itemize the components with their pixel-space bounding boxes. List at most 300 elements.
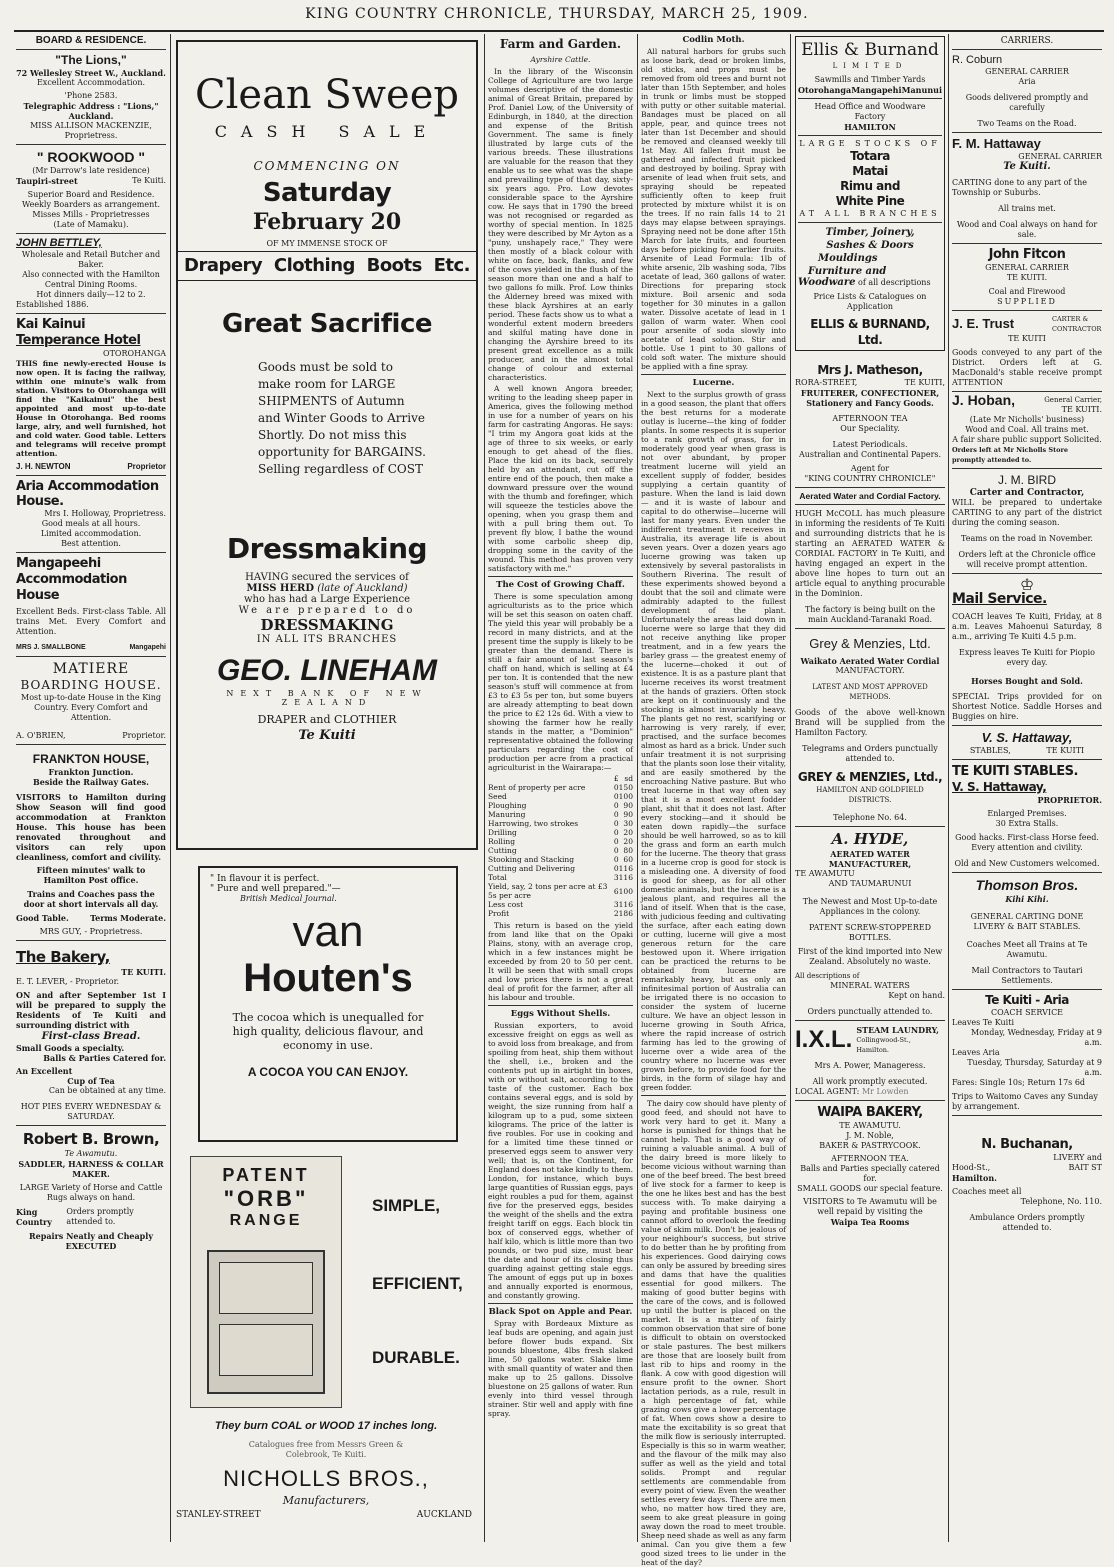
hoban-header bbox=[952, 392, 1102, 408]
cost-value: 2 bbox=[623, 837, 629, 846]
bakery-town: TE KUITI. bbox=[121, 967, 166, 977]
hyde-name: A. HYDE, bbox=[831, 830, 909, 848]
vs-line: PROPRIETOR. bbox=[1037, 795, 1102, 805]
eggs-text: Russian exporters, to avoid excessive freight on eggs as well as to avoid loss from breakage, and from spoiling from heat, ship them without the shell, i.e., broken and the contents put up in airtight tin boxes, with or without salt, according to the taste of the customer. Each box contains several eggs, and is sold by weight, the size running from half a kilogram up to a pud, some sixteen kilograms. The price of the latter is five roubles. For use in cooking and for a limited time these tinned or preserved eggs seem to answer very well; that is, on the Continent, for England does not take kindly to them. London, for instance, which buys large quantities of Russian eggs, pays eight roubles a pud for them, against five for the preserved eggs, besides the weight of the shells and the extra freight tariff on eggs. Each block tin box of conserved eggs, whether of half kilo, which is little more than two pounds, or two pud size, must bear the date and hour of its closing thus guarding against getting stale eggs. The amount of eggs put up in boxes and annually exported is enormous, and constantly growing. bbox=[488, 1021, 633, 1300]
ellis-trade: Timber, Joinery, bbox=[825, 227, 915, 238]
dress-herd-late: (late of Auckland) bbox=[317, 583, 408, 594]
sale-date: February 20 bbox=[252, 209, 402, 235]
stock-items bbox=[178, 251, 476, 281]
nicholls-street: STANLEY-STREET bbox=[176, 1510, 261, 1520]
bettley-line: Also connected with the Hamilton Central Dining Rooms. bbox=[22, 270, 160, 289]
grey-mfg: MANUFACTORY. bbox=[835, 666, 905, 675]
matheson-town: TE KUITI, bbox=[904, 378, 945, 387]
cost-label: Profit bbox=[488, 909, 510, 918]
ayrshire-text: In the library of the Wisconsin College of Agriculture are two large volumes descriptive of the domestic animal of Great Britain, prepared by Prof. Daniel Low, of the University of Edinburgh, in 1840, at the direction and expense of the British Government. The same is finely illustrated by large cuts of the various breeds. These illustrations are valuable for the reason that they enable us to see what was the shape and prevailing type of that day, sixty-six years ago. Pro. Low devotes considerable space to the Ayrshire cow. He says that in 1790 the breed was not recognised or regarded as worthy of special mention. In 1825 they were described by Mr Ayton as a "puny, unshapely race," They were then mostly of a black colour with white on face, back, flanks, and few of the cows yielded in the flush of the season more than one and a half to two gallons fo milk. Prof. Low thinks the Alderney breed was mixed with these black Ayrshires at an early period. These facts show us to what a wonderful extent modern breeders and skilful mating have done in changing the Ayrshire breed to its present great excellence as a milk producer, and in the almost total change of colour and external characteristics. bbox=[488, 67, 633, 382]
column-divider bbox=[790, 34, 791, 1542]
bakery-name: The Bakery, bbox=[16, 948, 110, 966]
bakery-prop: E. T. LEVER, - Proprietor. bbox=[16, 977, 120, 986]
matiere-proprietor bbox=[16, 731, 166, 741]
matiere-prop-name: A. O'BRIEN, bbox=[16, 731, 66, 740]
aria-coach-line: Leaves Aria bbox=[952, 1048, 1000, 1057]
chaff-heading: The Cost of Growing Chaff. bbox=[496, 580, 625, 590]
lucerne-text: Next to the surplus growth of grass in a good season, the plant that offers the best returns for a moderate outlay is lucerne—the king of fodder plants. In some respects it is superior to a rank growth of grass, for in moderately good year when grass is not over abundant, by proper treatment lucerne will yield an excellent supply of fodder, besides supplying a certain quantity of pasture. When the land is laid down — and it is waste of labour and capital to do otherwise—lucerne will last for many years. Even under the indifferent treatment it receives in Australia, its average life is about seven years. Over a dozen years ago lucerne growing was taken up extensively by several pastoralists in Southern Riverina. The result of these experiments showed beyond a doubt that the soil and climate were admirably adapted to the fullest development of the plant. Unfortunately the areas laid down in lucerne were so large that they did not receive anything like proper treatment, and in a few years the barley grass — the greatest enemy of the lucerne—choked it out of existence. It is as a pasture plant that lucerne receives its worst treatment at the hands of graziers. Often stock are kept on it continuously and the stocking is almost invariably heavy. The plants get no rest, scarifying or harrowing is very rarely, if ever, practised, and the surface becomes almost as hard as a brick. Under such unfair treatment it is not surprising that the plants soon lose their vitality, and are easily smothered by the encroaching Native pasture. But who treat lucerne in that way often say that it is a most excellent fodder plant, shit that it does not last. After every stocking—and it should be eaten down rapidly—the surface should be well harrowed, so as to kill the grass and form an earth mulch for the lucerne. The theory that grass in a lucerne crop is good for stock is a misleading one. A diversity of food is good for sheep, as for all other domestic animals, but the lucerne is a jealous plant, and requires all the land of itself. When that is the case, with judicious feeding and cultivating the surface, after each eating down or cutting, lucerne will give a most generous return for the care bestowed upon it. Where irrigation can be practiced the returns to be obtained from lucerne are remarkably heavy, but as only an infinitesimal portion of Australia can be irrigated there is no occasion to consider the system of lucerne culture. We have an object lesson in lucerne growing in South Africa, where the rapid increase of ostrich farming has led to the growing of lucerne over a wide area of the country where no lucerne was ever grown before, to provide food for the birds, in the form of silage hay and green fodder. bbox=[641, 390, 786, 1092]
cost-label: Rolling bbox=[488, 837, 515, 846]
cost-label: Yield, say, 2 tons per acre at £3 5s per acre bbox=[488, 882, 608, 900]
brown-town: Te Awamutu. bbox=[64, 1149, 118, 1158]
cash-sale: CASH SALE bbox=[214, 122, 440, 141]
bird-name: J. M. BIRD bbox=[997, 473, 1056, 487]
column-board-residence bbox=[16, 36, 166, 1542]
lions-phone: 'Phone 2583. bbox=[64, 91, 118, 100]
eggs-heading: Eggs Without Shells. bbox=[510, 1009, 611, 1019]
coburn-line: Aria bbox=[1018, 77, 1036, 86]
chaff-text: There is some speculation among agriculturists as to the price which will be set this season on oaten chaff. The yield this year will probably be a record in many districts, and at the present time the supply is likely to be greater than the demand. There is still a fair amount of last season's chaff on hand, which is selling at £4 per ton. It is contended that the new season's stuff will commence at from £3 to £3 5s per ton, but some buyers are already attempting to beat down the price to £2 12s 6d. With a view to showing the farmer how he really stands in the matter, a "Dominion" representative obtained the following particulars regarding the cost of production per acre from a practical agriculturist in the Wairarapa:— bbox=[488, 592, 633, 772]
great-sacrifice: Great Sacrifice bbox=[221, 309, 432, 339]
fitcon-line: TE KUITI. bbox=[1006, 273, 1048, 282]
cost-row bbox=[488, 900, 633, 909]
vs-line: 30 Extra Stalls. bbox=[995, 819, 1059, 828]
manga-text: Excellent Beds. First-class Table. All trains Met. Every Comfort and Attention. bbox=[16, 607, 166, 636]
hyde-orders: Orders punctually attended to. bbox=[807, 1007, 933, 1016]
cost-value: 0 bbox=[613, 810, 619, 819]
manga-sub: Accommodation House bbox=[16, 572, 127, 603]
column-farm-garden bbox=[488, 36, 633, 1542]
ellis-stocks: LARGE STOCKS OF bbox=[799, 139, 941, 148]
dairy-text: The dairy cow should have plenty of good feed, and should not have to work very hard to get it. Many a horse is punished for things that he cannot help. That is a good way of ruining a valuable animal. A bull of the dairy breed is more likely to become vicious without warning than one of the beef breed. The best breed of live stock for a farmer to keep is the one he likes best and has the best success with. To make dairying a paying and profitable business one cannot afford to overlook the feeding value of skim milk. Don't be jealous of your neighbour's success, but strive to do better than he by profiting from his experiences. Good dairying cows can only be assured by breeding sires and dams that have the qualities essential for good milkers. The making of good butter begins with the care of the cows, and is followed up until the butter is placed on the market. It is a matter of fairly common observation that sire of bone is difficult to obtain on overstocked or stale pastures. The best milkers are those that are loosely built from last rib to hips and roomy in the flank. A cow with good digestion will ensure profit to the owner. Short lactation periods, as a rule, result in a high percentage of fat, while grazing cows give a lower percentage of fat. When cows show a desire to mate the excitability is so great that the milk flow is seriously interrupted. Especially is this so in warm weather, and the flavour of the milk may also suffer as well as the yield and total solids. Prompt and regular settlements are commendable from every point of view. Even the weather settles every few days. There are men who, no matter how tired they are, seem to ake great pleasure in going away down the road to meet trouble. Sheep need shade as well as any farm animal. Can you give them a few good sized trees to lie under in the heat of the day? bbox=[641, 1099, 787, 1567]
cost-value: 0 bbox=[628, 783, 633, 792]
lions-name: "The Lions," bbox=[55, 53, 127, 67]
waipa-town: TE AWAMUTU. bbox=[839, 1121, 901, 1130]
thomson-line: Coaches Meet all Trains at Te Awamutu. bbox=[966, 940, 1088, 959]
dress-town: Te Kuiti bbox=[298, 728, 356, 743]
trust-header bbox=[952, 314, 1102, 334]
cost-value: 6 bbox=[628, 900, 633, 909]
vs-stables: TE KUITI STABLES. bbox=[952, 764, 1078, 779]
lions-address: 72 Wellesley Street W., Auckland. bbox=[16, 68, 166, 78]
cost-row bbox=[488, 783, 633, 792]
hyde-all: All descriptions of bbox=[795, 972, 860, 980]
ellis-wood: Rimu and bbox=[840, 179, 900, 193]
hyde-first: First of the kind imported into New Zealand. Absolutely no waste. bbox=[797, 947, 943, 966]
dress-line: HAVING secured the services of bbox=[245, 572, 409, 583]
cost-head: s bbox=[624, 774, 629, 783]
cost-value: 0 bbox=[628, 819, 633, 828]
vs-line: STABLES, bbox=[969, 746, 1011, 755]
van-text: The cocoa which is unequalled for high quality, delicious flavour, and economy in use. bbox=[232, 1011, 424, 1052]
masthead: KING COUNTRY CHRONICLE, THURSDAY, MARCH 25, 1909. bbox=[305, 6, 809, 22]
nicholls-mfg: Manufacturers, bbox=[282, 1494, 370, 1507]
frankton-prop: MRS GUY, - Proprietress. bbox=[39, 927, 143, 936]
ayrshire-heading: Ayrshire Cattle. bbox=[530, 55, 591, 64]
vs-name2: V. S. Hattaway, bbox=[952, 780, 1047, 794]
hyde-patent: PATENT SCREW-STOPPERED BOTTLES. bbox=[808, 923, 932, 942]
dress-line: DRESSMAKING bbox=[260, 616, 394, 634]
cost-label: Stooking and Stacking bbox=[488, 855, 575, 864]
aria-coach-line: COACH SERVICE bbox=[990, 1008, 1064, 1017]
cost-row bbox=[488, 819, 633, 828]
cost-value: 9 bbox=[623, 810, 629, 819]
waipa-small: SMALL GOODS our special feature. bbox=[797, 1184, 943, 1193]
grey-dist: HAMILTON AND GOLDFIELD DISTRICTS. bbox=[816, 786, 924, 804]
manga-proprietor bbox=[16, 643, 166, 653]
rookwood-line: Weekly Boarders as arrangement. bbox=[22, 200, 160, 209]
nicholls-bros: NICHOLLS BROS., bbox=[223, 1466, 429, 1491]
matheson-street: RORA-STREET, bbox=[795, 378, 858, 387]
cost-value: 0 bbox=[613, 846, 619, 855]
brown-text: LARGE Variety of Horse and Cattle Rugs always on hand. bbox=[19, 1183, 163, 1202]
frankton-text: VISITORS to Hamilton during Show Season will find good accommodation at Frankton House. This house has been renovated throughout and visitors can rely upon cleanliness, comfort and civility. bbox=[16, 792, 166, 862]
grey-tel: Telegrams and Orders punctually attended to. bbox=[802, 744, 938, 763]
waipa-tea: AFTERNOON TEA. bbox=[831, 1154, 909, 1163]
section-heading: BOARD & RESIDENCE. bbox=[35, 35, 147, 46]
ellis-trade: Mouldings bbox=[818, 253, 878, 264]
cost-label: Total bbox=[488, 873, 507, 882]
cost-row bbox=[488, 810, 633, 819]
aria-prop: Mrs I. Holloway, Proprietress. bbox=[44, 509, 166, 518]
frankton-walk: Fifteen minutes' walk to Hamilton Post office. bbox=[36, 865, 146, 885]
cost-label: Manuring bbox=[488, 810, 526, 819]
ellis-branches: AT ALL BRANCHES bbox=[799, 209, 941, 218]
aria-coach-line: Trips to Waitomo Caves any Sunday by arrangement. bbox=[952, 1092, 1098, 1111]
hyde-town: AND TAUMARUNUI bbox=[828, 879, 912, 888]
ixl-name: I.X.L. bbox=[795, 1026, 853, 1053]
cost-value: 15 bbox=[618, 783, 629, 792]
cost-value: 2 bbox=[613, 909, 619, 918]
cost-row bbox=[488, 909, 633, 918]
cost-value: 0 bbox=[613, 828, 619, 837]
fitcon-line: SUPPLIED bbox=[997, 297, 1057, 306]
kai-text: THIS fine newly-erected House is now open. It is facing the railway, within one minute's walk from station. Visitors to Otorohanga will find the "Kaikainui" the best appointed and most up-to-date House in Otorohanga. Bed rooms large, airy, and well furnished, hot and cold water. Good table. Letters and telegrams will receive prompt attention. bbox=[16, 359, 166, 458]
aria-line: Limited accommodation. bbox=[40, 529, 142, 538]
thomson-line: Mail Contractors to Tautari Settlements. bbox=[971, 966, 1083, 985]
van-quote: " Pure and well prepared."— bbox=[210, 884, 341, 894]
cost-value: 0 bbox=[613, 864, 619, 873]
manga-prop-place: Mangapehi bbox=[129, 644, 166, 651]
fitcon-line: GENERAL CARRIER bbox=[985, 263, 1069, 272]
aria-coach-line: Leaves Te Kuiti bbox=[952, 1018, 1014, 1027]
codlin-text: All natural harbors for grubs such as loose bark, dead or broken limbs, old sticks, and props must be removed from old trees and burnt not later than 15th September, and holes in trunk or limbs must be stopped with putty or other suitable material. Bandages must be placed on all apple, pear, and quince trees not later than 1st December and should be removed and cleansed weekly till 1st May. All fallen fruit must be gathered and infected fruit picked and destroyed by boiling. Spray with arsenite of lead when fruit sets, and spraying should be repeated sufficiently often to keep fruit protected by mixture whilst it is on the trees. If no rain falls 14 to 21 days may elapse between sprayings. Spraying need not be done after 15th March for late fruits, and fourteen days before picking for earlier fruits. Arsenite of Lead Formula: 1lb of white arsenic, 2lb washing soda, 7lbs acetate of lead, 360 gallons of water. Directions for preparing stock mixture. Boil arsenic and soda together for 30 minutes in a gallon water. Dissolve acetate of lead in 1 gallon of warm water. When cool pour arsenite of soda slowly into acetate of lead solution. Stir and bottle. Use 1 pint to 30 gallons of cold soft water. The mixture should be applied with a fine spray. bbox=[641, 47, 786, 371]
vs-line: Enlarged Premises. bbox=[987, 809, 1067, 818]
hoban-line: A fair share public support Solicited. bbox=[952, 435, 1102, 444]
brown-orders-text: Orders promptly attended to. bbox=[66, 1207, 134, 1226]
kai-town: OTOROHANGA bbox=[103, 349, 166, 358]
cost-header bbox=[488, 774, 633, 783]
cost-row bbox=[488, 882, 633, 900]
cost-value: 11 bbox=[618, 900, 629, 909]
matheson-spec: Our Speciality. bbox=[840, 424, 900, 433]
rookwood-town: Te Kuiti. bbox=[132, 176, 166, 185]
ixl-agent-line bbox=[795, 1087, 945, 1097]
kai-prop-label: Proprietor bbox=[127, 462, 166, 471]
bird-line: Teams on the road in November. bbox=[961, 534, 1093, 543]
matiere-name: MATIERE bbox=[52, 661, 130, 677]
frankton-table: Good Table. bbox=[16, 913, 69, 923]
hoban-line: (Late Mr Nicholls' business) bbox=[969, 415, 1085, 424]
orb-patent: PATENT bbox=[222, 1165, 310, 1185]
stove-illustration bbox=[190, 1156, 342, 1408]
ellis-wood: Matai bbox=[852, 164, 888, 178]
cost-value: 0 bbox=[613, 855, 619, 864]
brown-orders bbox=[16, 1207, 166, 1227]
clean-sweep-title: Clean Sweep bbox=[195, 72, 459, 118]
cost-value: 0 bbox=[613, 792, 619, 801]
trust-name: J. E. Trust bbox=[952, 316, 1015, 331]
van-houten-ad bbox=[198, 866, 458, 1142]
mail-line: Express leaves Te Kuiti for Piopio every day. bbox=[959, 648, 1095, 667]
manga-name: Mangapeehi bbox=[16, 556, 101, 571]
kai-name: Kai Kainui bbox=[16, 317, 86, 332]
waipa-rooms: Waipa Tea Rooms bbox=[830, 1217, 910, 1227]
coburn-line: GENERAL CARRIER bbox=[985, 67, 1069, 76]
hattaway-line: CARTING done to any part of the Township or Suburbs. bbox=[952, 178, 1088, 197]
ixl-work: All work promptly executed. bbox=[812, 1077, 928, 1086]
dressmaking-title: Dressmaking bbox=[226, 532, 428, 565]
grey-phone: Telephone No. 64. bbox=[833, 813, 907, 822]
cost-row bbox=[488, 837, 633, 846]
waipa-balls: Balls and Parties specially catered for. bbox=[800, 1164, 940, 1183]
buchanan-line: Hamilton. bbox=[952, 1173, 997, 1183]
cost-label: Less cost bbox=[488, 900, 524, 909]
kai-prop-name: J. H. NEWTON bbox=[16, 462, 71, 471]
ixl-agent: LOCAL AGENT: bbox=[795, 1087, 860, 1096]
cost-row bbox=[488, 828, 633, 837]
matheson-name: Mrs J. Matheson, bbox=[817, 363, 923, 377]
aria-coach-line: Fares: Single 10s; Return 17s 6d bbox=[952, 1078, 1086, 1087]
matheson-papers: Australian and Continental Papers. bbox=[798, 450, 942, 459]
cost-value: 6 bbox=[613, 886, 619, 896]
brown-executed: EXECUTED bbox=[65, 1241, 117, 1251]
ellis-place: Mangapehi bbox=[851, 85, 902, 95]
van-quote-source: British Medical Journal. bbox=[240, 894, 337, 903]
stock-item: Drapery bbox=[184, 255, 263, 276]
buchanan-street bbox=[952, 1163, 1102, 1173]
hattaway-line: All trains met. bbox=[998, 204, 1056, 213]
cost-label: Drilling bbox=[488, 828, 517, 837]
hyde-text: The Newest and Most Up-to-date Appliances in the colony. bbox=[802, 897, 938, 916]
ellis-trade: Furniture and bbox=[808, 266, 887, 277]
buchanan-line: LIVERY and bbox=[1053, 1153, 1102, 1162]
aria-line: Good meals at all hours. bbox=[41, 519, 141, 528]
stock-item: Etc. bbox=[433, 255, 470, 276]
waipa-trade: BAKER & PASTRYCOOK. bbox=[819, 1141, 921, 1150]
matiere-sub: BOARDING HOUSE. bbox=[20, 678, 162, 692]
ellis-ltd: LIMITED bbox=[832, 62, 908, 70]
cost-value: 3 bbox=[613, 900, 619, 909]
geo-lineham: GEO. LINEHAM bbox=[216, 654, 437, 687]
vs-name: V. S. Hattaway, bbox=[981, 730, 1073, 745]
lucerne-heading: Lucerne. bbox=[692, 378, 735, 388]
houten-word: Houten's bbox=[243, 956, 413, 1000]
coburn-name: R. Coburn bbox=[952, 54, 1003, 66]
cost-value: 6 bbox=[628, 873, 633, 882]
rookwood-line: Misses Mills - Proprietresses bbox=[32, 210, 150, 219]
angora-text: A well known Angora breeder, writing to the leading sheep paper in America, gives the following method in use for a number of years on his farm for castrating Angoras. He says: "I trim my Angora goat kids at the age of three to six weeks, or early enough to get ahead of the flies. Place the kid on its back, securely held by an attendant, cut off the entire end of the pouch, then make a downward pressure over the wound with the thumb and forefinger, which will squeeze the testicles above the opening, when you grasp them and with a pull bring them out. To prevent fly blow, I bathe the wound with some carbolic sheep dip, dropping some in the cavity of the wound. This method has proven very satisfactory with me." bbox=[488, 384, 633, 573]
ixl-mgr: Mrs A. Power, Manageress. bbox=[814, 1061, 926, 1070]
blackspot-heading: Black Spot on Apple and Pear. bbox=[488, 1307, 633, 1317]
aerated-build: The factory is being built on the main Auckland-Taranaki Road. bbox=[804, 605, 936, 624]
lions-line: Excellent Accommodation. bbox=[36, 78, 146, 87]
orb-range: RANGE bbox=[229, 1212, 303, 1229]
bird-line: Carter and Contractor, bbox=[969, 488, 1085, 498]
ellis-place: Otorohanga bbox=[798, 85, 852, 95]
brown-trade: SADDLER, HARNESS & COLLAR MAKER. bbox=[18, 1159, 164, 1179]
matheson-tea: AFTERNOON TEA bbox=[832, 414, 908, 423]
column-ellis-burnand bbox=[795, 36, 945, 1542]
rookwood-street: Taupiri-street bbox=[16, 176, 78, 186]
vs-line: Old and New Customers welcomed. bbox=[954, 859, 1100, 868]
cost-label: Ploughing bbox=[488, 801, 527, 810]
frankton-trains: Trains and Coaches pass the door at short intervals all day. bbox=[23, 889, 159, 909]
rookwood-name: " ROOKWOOD " bbox=[36, 149, 146, 165]
hyde-mineral: MINERAL WATERS bbox=[830, 981, 910, 990]
ellis-wood: White Pine bbox=[835, 194, 905, 208]
ellis-woodware bbox=[798, 278, 942, 288]
cost-value: 0 bbox=[613, 837, 619, 846]
grey-name2: GREY & MENZIES, Ltd., bbox=[797, 770, 943, 784]
cost-row bbox=[488, 855, 633, 864]
bettley-name: JOHN BETTLEY, bbox=[16, 237, 102, 249]
cost-value: 11 bbox=[618, 873, 629, 882]
cost-value: 6 bbox=[628, 864, 633, 873]
trust-line: TE KUITI bbox=[1008, 334, 1046, 343]
trust-line: CARTER & CONTRACTOR bbox=[1052, 315, 1102, 333]
cost-label: Cutting bbox=[488, 846, 517, 855]
rookwood-sub: (Mr Darrow's late residence) bbox=[32, 166, 150, 175]
lions-proprietor: MISS ALLISON MACKENZIE, Proprietress. bbox=[30, 121, 152, 140]
cost-value: 0 bbox=[628, 828, 633, 837]
nicholls-city: AUCKLAND bbox=[416, 1510, 472, 1520]
cost-value: 3 bbox=[623, 819, 629, 828]
waipa-name: WAIPA BAKERY, bbox=[817, 1105, 923, 1120]
royal-crest-icon: ♔ bbox=[1019, 575, 1035, 594]
kai-hotel: Temperance Hotel bbox=[16, 333, 141, 348]
cost-value: 3 bbox=[613, 873, 619, 882]
column-divider bbox=[948, 34, 949, 1542]
ellis-wood: Totara bbox=[850, 149, 890, 163]
matheson-kcc: "KING COUNTRY CHRONICLE" bbox=[804, 474, 936, 483]
farm-title: Farm and Garden. bbox=[499, 37, 622, 51]
matheson-trade: FRUITERER, CONFECTIONER, Stationery and Fancy Goods. bbox=[800, 388, 940, 408]
cost-value: 0 bbox=[628, 846, 633, 855]
ellis-place: Manunui bbox=[901, 85, 942, 95]
ellis-head: Head Office and Woodware Factory bbox=[814, 102, 926, 121]
orb-durable: DURABLE. bbox=[372, 1348, 460, 1367]
blackspot-text: Spray with Bordeaux Mixture as leaf buds are opening, and again just before flower buds expand. Six pounds bluestone, 4lbs fresh slaked lime, 50 gallons water. Slake lime with small quantity of water and then make up to 25 gallons. Dissolve bluestone on 25 gallons of water. Run evenly into third vessel through strainer. Stir well and apply with fine spray. bbox=[488, 1319, 633, 1418]
aria-coach-name: Te Kuiti - Aria bbox=[985, 993, 1069, 1007]
frankton-terms-text: Terms Moderate. bbox=[90, 913, 166, 923]
bakery-bread: First-class Bread. bbox=[41, 1031, 141, 1042]
buchanan-line: Coaches meet all bbox=[952, 1187, 1022, 1196]
bakery-cup: Cup of Tea bbox=[67, 1076, 115, 1086]
trust-line: Goods conveyed to any part of the District. Orders left at G. MacDonald's stable receive prompt ATTENTION bbox=[952, 348, 1102, 387]
orb-burn: They burn COAL or WOOD 17 inches long. bbox=[214, 1420, 438, 1432]
hyde-kept: Kept on hand. bbox=[888, 991, 945, 1000]
dress-line: IN ALL ITS BRANCHES bbox=[256, 634, 398, 645]
cost-value: 0 bbox=[628, 801, 633, 810]
rookwood-line: (Late of Mamaku). bbox=[53, 220, 129, 229]
column-codlin-lucerne bbox=[641, 35, 787, 1567]
mail-line: Horses Bought and Sold. bbox=[971, 676, 1083, 686]
grey-latest: LATEST AND MOST APPROVED METHODS. bbox=[812, 683, 928, 701]
hattaway-line: Te Kuiti. bbox=[1003, 161, 1051, 172]
lions-telegraphic: Telegraphic Address : "Lions," Auckland. bbox=[23, 101, 159, 121]
cost-value: 10 bbox=[618, 886, 629, 896]
waipa-prop: J. M. Noble, bbox=[846, 1131, 894, 1140]
buchanan-line: Ambulance Orders promptly attended to. bbox=[969, 1213, 1085, 1232]
hattaway-name: F. M. Hattaway bbox=[952, 136, 1041, 151]
cost-head: d bbox=[628, 774, 633, 783]
cost-value: 6 bbox=[623, 855, 629, 864]
cost-value: 0 bbox=[628, 886, 633, 896]
matheson-periodicals: Latest Periodicals. bbox=[832, 440, 908, 449]
buchanan-street-name: Hood-St., bbox=[952, 1163, 991, 1172]
buchanan-name: N. Buchanan, bbox=[981, 1137, 1073, 1152]
cost-value: 0 bbox=[613, 801, 619, 810]
ixl-agent-name: Mr Lowden bbox=[861, 1087, 909, 1096]
ellis-trade: Woodware bbox=[798, 277, 856, 288]
dress-herd-name: MISS HERD bbox=[246, 583, 314, 594]
orb-catalogue: Catalogues free from Messrs Green & Colebrook, Te Kuiti. bbox=[248, 1440, 404, 1459]
rookwood-line: Superior Board and Residence. bbox=[27, 190, 155, 199]
cost-value: 10 bbox=[618, 792, 629, 801]
grey-sub: Waikato Aerated Water Cordial bbox=[800, 656, 940, 666]
van-word: van bbox=[292, 907, 364, 956]
bettley-line: Wholesale and Retail Butcher and Baker. bbox=[21, 250, 161, 269]
commencing: COMMENCING ON bbox=[253, 159, 401, 173]
cost-value: 6 bbox=[628, 909, 633, 918]
brown-kc: King Country bbox=[16, 1207, 52, 1227]
cost-value: 8 bbox=[623, 846, 629, 855]
stock-line: OF MY IMMENSE STOCK OF bbox=[266, 239, 388, 248]
aria-name: Aria Accommodation House. bbox=[16, 479, 159, 509]
frankton-name: FRANKTON HOUSE, bbox=[32, 752, 150, 766]
ellis-trade: of all descriptions bbox=[858, 278, 931, 287]
hoban-name: J. Hoban, bbox=[952, 392, 1016, 408]
orb-simple: SIMPLE, bbox=[372, 1196, 441, 1215]
cost-label: Seed bbox=[488, 792, 507, 801]
rookwood-address bbox=[16, 176, 166, 186]
clean-sweep-ad bbox=[176, 40, 478, 850]
aerated-text: HUGH McCOLL has much pleasure in informing the residents of Te Kuiti and surrounding districts that he is starting an AERATED WATER & CORDIAL FACTORY in Te Kuiti, and having engaged an expert in the above line hopes to turn out an article equal to anything procurable in the Dominion. bbox=[795, 509, 945, 598]
ixl-laundry: STEAM LAUNDRY, bbox=[856, 1025, 939, 1035]
cost-value: 0 bbox=[628, 855, 633, 864]
frankton-line: Frankton Junction. bbox=[48, 767, 134, 777]
orb-range-ad bbox=[176, 1150, 476, 1542]
ellis-box bbox=[795, 36, 945, 351]
thomson-line: GENERAL CARTING DONE bbox=[970, 912, 1084, 921]
orb-name: "ORB" bbox=[223, 1186, 309, 1211]
mail-line: COACH leaves Te Kuiti, Friday, at 8 a.m. Leaves Mahoenui Saturday, 8 a.m., arriving Te Kuiti 4.5 p.m. bbox=[952, 612, 1102, 641]
buchanan-line: Telephone, No. 110. bbox=[1020, 1197, 1102, 1206]
ellis-footer: ELLIS & BURNAND, Ltd. bbox=[810, 317, 930, 347]
cost-value: 0 bbox=[613, 819, 619, 828]
buchanan-line: BAIT ST bbox=[1068, 1163, 1102, 1172]
vs-line: TE KUITI bbox=[1046, 746, 1085, 755]
matheson-address bbox=[795, 378, 945, 388]
bettley-line: Established 1886. bbox=[16, 300, 89, 309]
mail-line: SPECIAL Trips provided for on Shortest Notice. Saddle Horses and Buggies on hire. bbox=[952, 692, 1102, 721]
ellis-name: Ellis & Burnand bbox=[801, 40, 939, 60]
column-carriers bbox=[952, 36, 1102, 1542]
cost-label: Rent of property per acre bbox=[488, 783, 586, 792]
bakery-line: Small Goods a specialty. bbox=[16, 1043, 125, 1053]
vs-town bbox=[952, 746, 1102, 756]
bird-line: WILL be prepared to undertake CARTING to any part of the district during the coming season. bbox=[952, 498, 1102, 527]
dress-herd bbox=[178, 583, 476, 594]
cost-table bbox=[488, 774, 633, 918]
frankton-line: Beside the Railway Gates. bbox=[33, 777, 149, 787]
ixl-laundry-block bbox=[856, 1025, 945, 1055]
